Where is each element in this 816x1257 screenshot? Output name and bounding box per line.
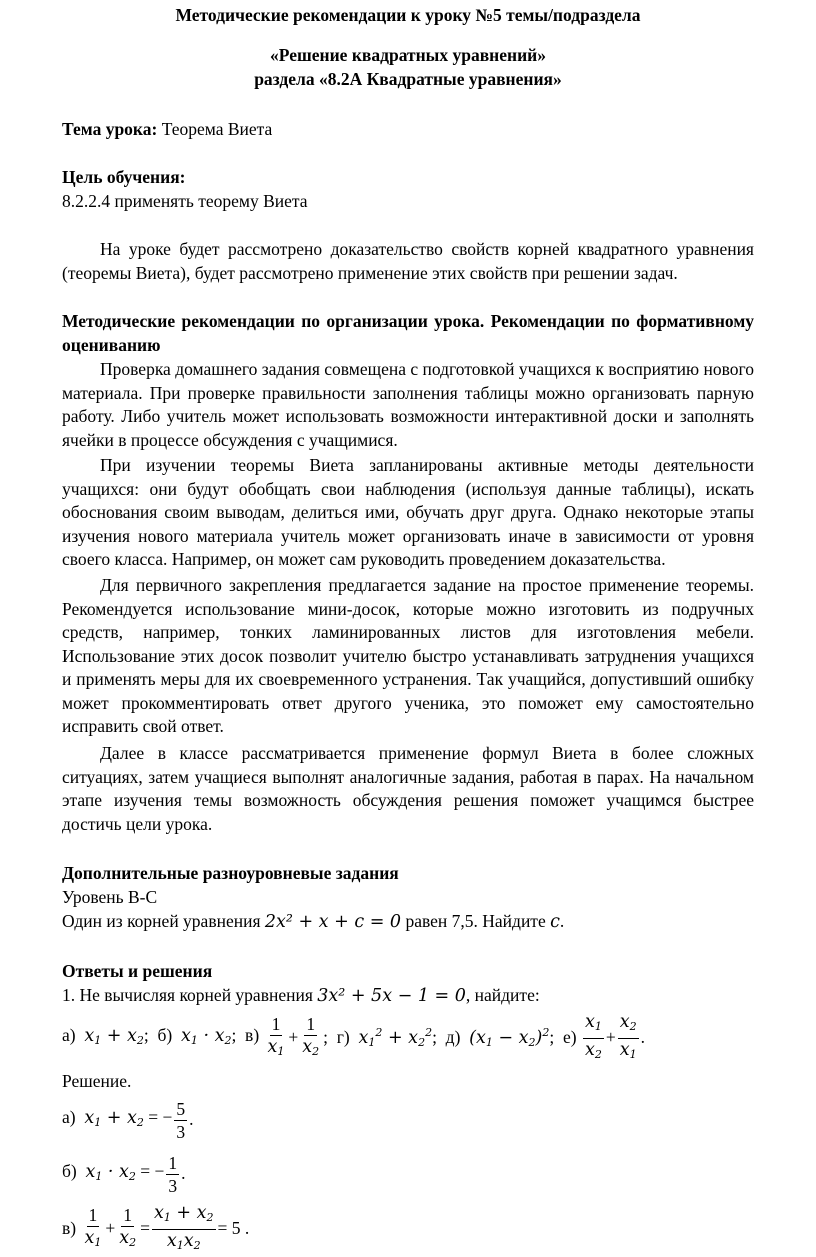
paragraph-text: Для первичного закрепления предлагается задание на простое применение теоремы. Рекомендуется использование мини-досок, которые можно изготовить из подручных средств, например, тонких ламинированных листов для изготовления мебели. Использование этих досок позволит учителю быстро устанавливать затруднения учащихся и применять меры для их своевременного устранения. Так учащийся, допустивший ошибку может прокомментировать ответ другого ученика, это поможет ему самостоятельно исправить свой ответ. bbox=[62, 575, 754, 736]
task-text: Один из корней уравнения bbox=[62, 911, 265, 931]
solution-label: Решение. bbox=[62, 1071, 132, 1091]
goal-label: Цель обучения: bbox=[62, 167, 186, 187]
fraction: $\frac{1}{x_2}$ bbox=[302, 1014, 320, 1058]
title-line-2: «Решение квадратных уравнений» bbox=[270, 45, 546, 65]
fraction: $\frac{1}{x_1}$ bbox=[267, 1014, 285, 1058]
solution-c: в) $\frac{1}{x_1}$ + $\frac{1}{x_2}$ = $\frac{x_1 + x_2}{x_1x_2}$ = 5 . bbox=[62, 1202, 249, 1256]
fraction: $\frac{1}{x_2}$ bbox=[119, 1205, 137, 1249]
answers-item-1 bbox=[62, 984, 540, 1009]
method-heading: Методические рекомендации по организации урока. Рекомендации по формативному оцениванию bbox=[62, 311, 754, 355]
item-text: 1. Не вычисляя корней уравнения bbox=[62, 985, 318, 1005]
subq-a: а) $x_1 + x_2$; б) $x_1 \cdot x_2$; в) bbox=[62, 1024, 264, 1047]
item-text: , найдите: bbox=[465, 985, 540, 1005]
paragraph-text: Далее в классе рассматривается применение формул Виета в более сложных ситуациях, затем учащиеся выполнят аналогичные задания, работая в парах. На начальном этапе изучения темы возможность обсуждения решения поможет учащимся быстрее достичь цели урока. bbox=[62, 743, 754, 834]
task-equation: 2𝑥² + 𝑥 + 𝑐 = 0 bbox=[264, 912, 402, 932]
paragraph-text: При изучении теоремы Виета запланированы активные методы деятельности учащихся: они будут обобщать свои наблюдения (используя данные таблицы), искать обоснования своим выводам, делиться ими, обучать друг друга. Однако некоторые этапы изучения нового материала учитель может организовать иначе в зависимости от уровня своего класса. Например, он может сам руководить проведением доказательства. bbox=[62, 455, 754, 569]
subquestions-row: а) $x_1 + x_2$; б) $x_1 \cdot x_2$; в) $\frac{1}{x_1}$ + $\frac{1}{x_2}$ ; г) $x_1^2 + x_2^2$; д) $(x_1 - x_2)^2$; е) $\frac{x_1}{x_2}$ + $\frac{x_2}{x_1}$ . bbox=[62, 1010, 645, 1066]
fraction: $\frac{1}{3}$ bbox=[168, 1152, 178, 1196]
fraction: $\frac{1}{x_1}$ bbox=[84, 1205, 102, 1249]
fraction: $\frac{x_2}{x_1}$ bbox=[619, 1011, 637, 1061]
fraction: $\frac{x_1}{x_2}$ bbox=[584, 1011, 602, 1061]
method-paragraph-4 bbox=[62, 742, 754, 836]
intro-text: На уроке будет рассмотрено доказательство свойств корней квадратного уравнения (теоремы Виета), будет рассмотрено применение этих свойств при решении задач. bbox=[62, 239, 754, 283]
answers-heading: Ответы и решения bbox=[62, 961, 213, 981]
method-paragraph-3 bbox=[62, 574, 754, 739]
topic-value: Теорема Виета bbox=[157, 119, 273, 139]
topic-line bbox=[62, 118, 272, 142]
fraction: $\frac{x_1 + x_2}{x_1x_2}$ bbox=[153, 1202, 214, 1252]
extra-heading: Дополнительные разноуровневые задания bbox=[62, 863, 399, 883]
title-line-3: раздела «8.2А Квадратные уравнения» bbox=[254, 69, 562, 89]
fraction: $\frac{5}{3}$ bbox=[176, 1098, 186, 1142]
intro-paragraph bbox=[62, 238, 754, 285]
method-paragraph-1 bbox=[62, 358, 754, 452]
title-line-1: Методические рекомендации к уроку №5 темы/подраздела bbox=[175, 5, 641, 25]
task-text: равен 7,5. Найдите bbox=[401, 911, 551, 931]
solution-b: б) $x_1 \cdot x_2$ = − $\frac{1}{3}$ . bbox=[62, 1152, 186, 1196]
paragraph-text: Проверка домашнего задания совмещена с подготовкой учащихся к восприятию нового материала. При проверке правильности заполнения таблицы можно организовать парную работу. Либо учитель может использовать возможности интерактивной доски и заполнять ячейки в процессе обсуждения с учащимися. bbox=[62, 359, 754, 450]
extra-task bbox=[62, 910, 564, 935]
task-text: . bbox=[559, 911, 565, 931]
goal-value: 8.2.2.4 применять теорему Виета bbox=[62, 191, 308, 211]
solution-a: а) $x_1 + x_2$ = − $\frac{5}{3}$ . bbox=[62, 1098, 194, 1142]
method-paragraph-2 bbox=[62, 454, 754, 572]
item-equation: 3𝑥² + 5𝑥 − 1 = 0 bbox=[317, 986, 466, 1006]
topic-label: Тема урока: bbox=[62, 119, 158, 139]
subq-g: ; г) $x_1^2 + x_2^2$; д) $(x_1 - x_2)^2$; е) bbox=[323, 1026, 581, 1050]
task-variable: 𝑐 bbox=[550, 912, 560, 932]
level-label: Уровень В-С bbox=[62, 887, 158, 907]
